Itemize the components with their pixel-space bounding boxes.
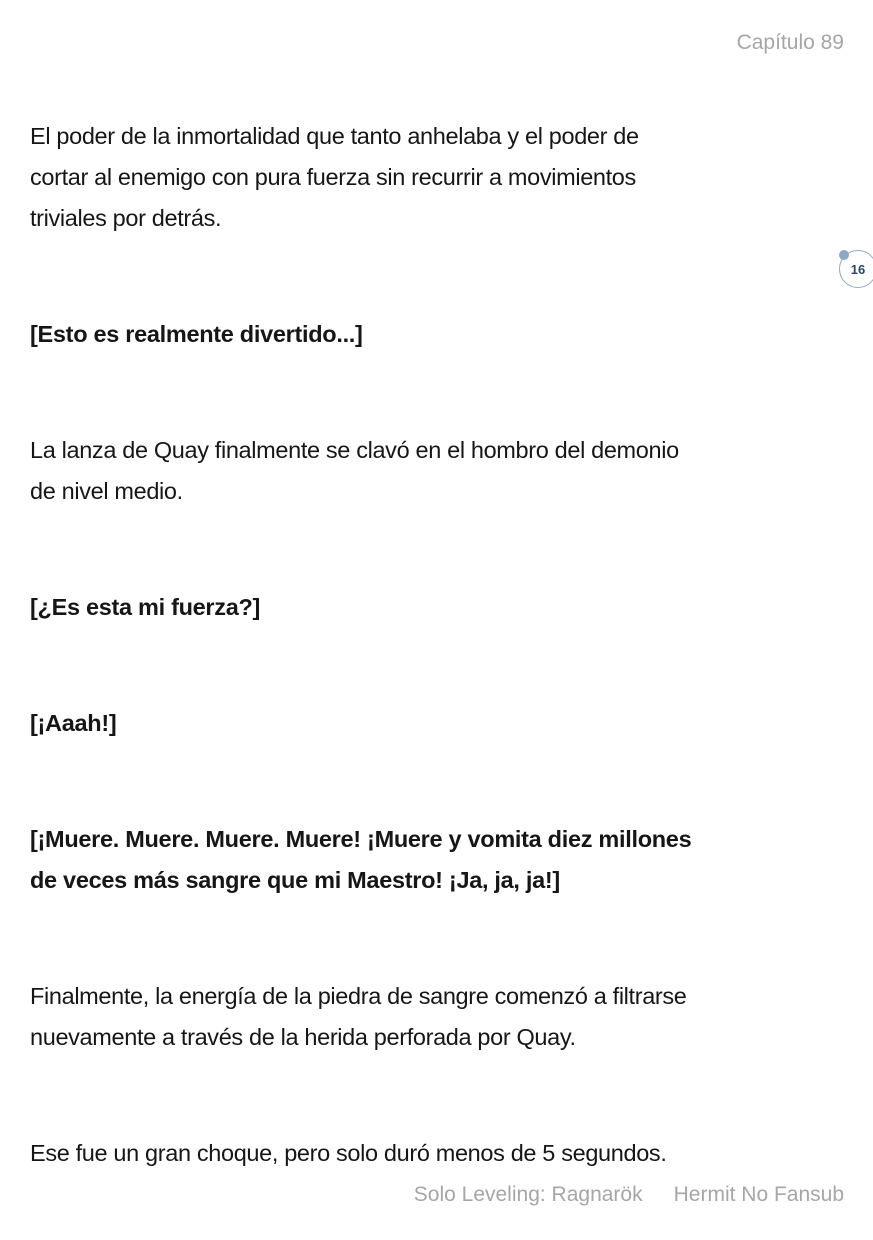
page-number-badge[interactable] — [839, 250, 873, 288]
footer — [414, 1183, 844, 1207]
text-line: El poder de la inmortalidad que tanto anhelaba y el poder de — [30, 123, 639, 149]
dialogue-paragraph — [30, 819, 860, 901]
dialogue-paragraph — [30, 314, 860, 355]
text-line: Finalmente, la energía de la piedra de sangre comenzó a filtrarse — [30, 983, 687, 1009]
dialogue-paragraph — [30, 703, 860, 744]
paragraph — [30, 976, 860, 1058]
novel-title: Solo Leveling: Ragnarök — [413, 1183, 643, 1206]
text-line: nuevamente a través de la herida perforada por Quay. — [30, 1024, 576, 1050]
text-line: La lanza de Quay finalmente se clavó en el hombro del demonio — [30, 437, 679, 463]
chapter-label: Capítulo 89 — [736, 31, 844, 54]
text-line: [¡Muere. Muere. Muere. Muere! ¡Muere y vomita diez millones — [30, 826, 692, 852]
paragraph — [30, 1133, 860, 1174]
text-line: triviales por detrás. — [30, 205, 222, 231]
dialogue-paragraph — [30, 587, 860, 628]
translator-credit: Hermit No Fansub — [673, 1183, 844, 1206]
text-line: cortar al enemigo con pura fuerza sin recurrir a movimientos — [30, 164, 636, 190]
paragraph — [30, 430, 860, 512]
text-line: [Esto es realmente divertido...] — [30, 321, 363, 347]
page-marker-dot-icon — [839, 250, 849, 260]
text-line: de veces más sangre que mi Maestro! ¡Ja, ja, ja!] — [30, 867, 560, 893]
page-number: 16 — [850, 261, 866, 277]
text-line: de nivel medio. — [30, 478, 183, 504]
paragraph — [30, 116, 860, 239]
text-line: Ese fue un gran choque, pero solo duró menos de 5 segundos. — [30, 1140, 667, 1166]
text-line: [¿Es esta mi fuerza?] — [30, 594, 261, 620]
text-line: [¡Aaah!] — [30, 710, 117, 736]
